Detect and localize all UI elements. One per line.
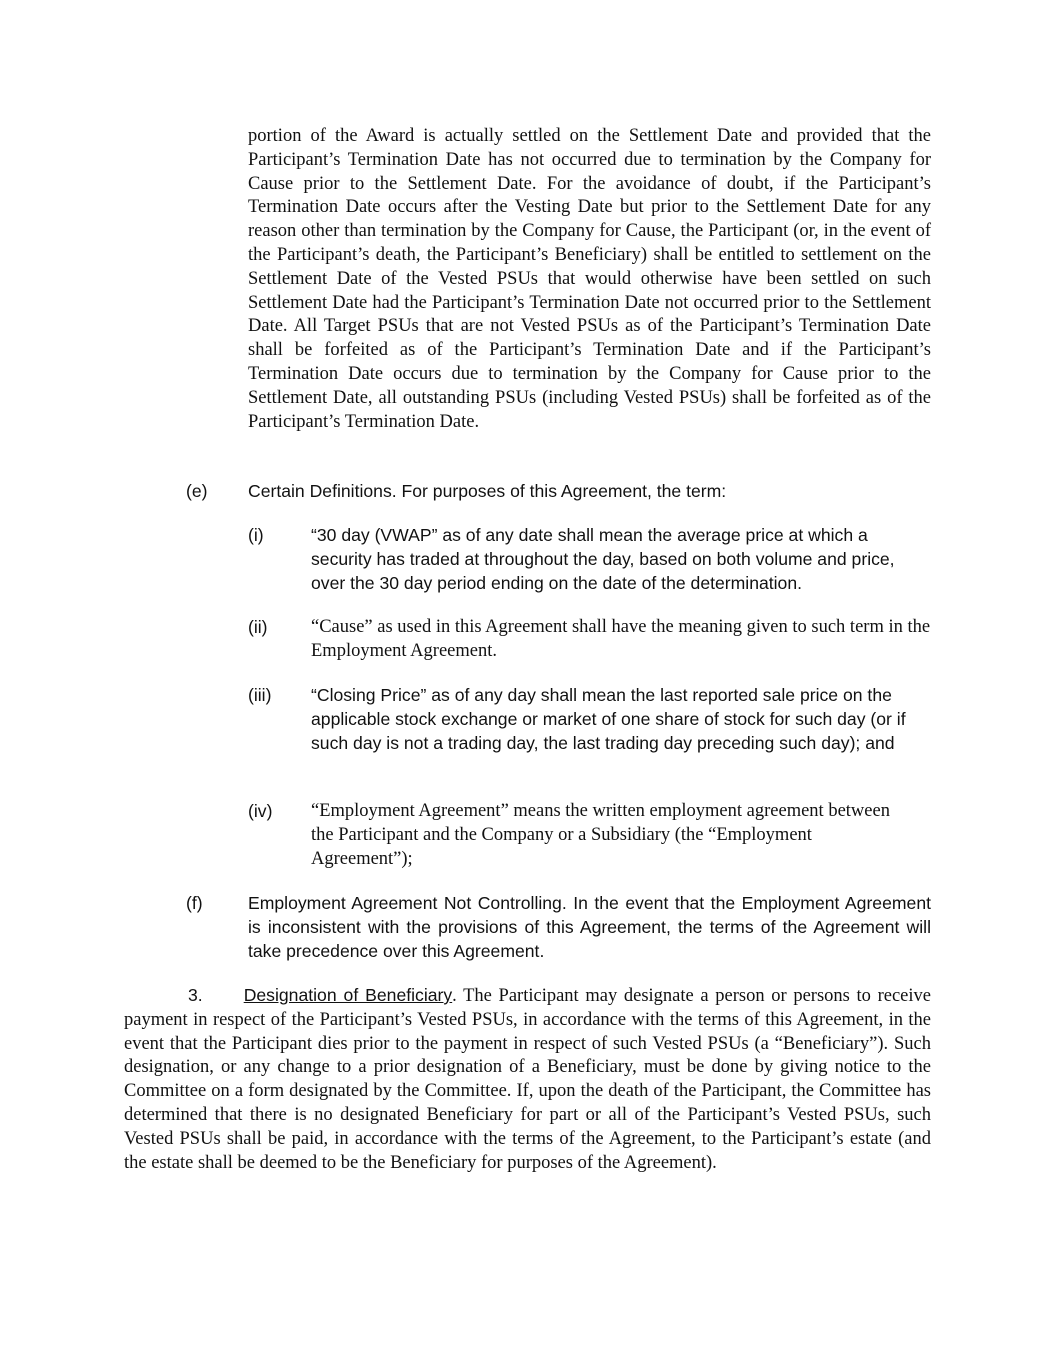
definition-i-marker: (i) — [248, 525, 264, 545]
definition-ii-marker: (ii) — [248, 617, 268, 637]
definition-iv-marker: (iv) — [248, 801, 273, 821]
section-3-number: 3. — [188, 985, 203, 1005]
definition-iv-text: “Employment Agreement” means the written employment agreement between the Participant and the Company or a Subsidiary (the “Employment Agreement”); — [311, 801, 890, 869]
definition-ii-text: “Cause” as used in this Agreement shall have the meaning given to such term in the Employment Agreement. — [311, 617, 931, 661]
section-f-text: Employment Agreement Not Controlling. In the event that the Employment Agreement is inconsistent with the provisions of this Agreement, the terms of the Agreement will take precedence over this Agreement. — [248, 893, 931, 961]
section-3-paragraph — [124, 984, 931, 1175]
definition-iii-marker: (iii) — [248, 685, 272, 705]
section-3-text: . The Participant may designate a person or persons to receive payment in respect of the Participant’s Vested PSUs, in accordance with the terms of this Agreement, in the event that the Participant dies prior to the payment in respect of such Vested PSUs (a “Beneficiary”). Such designation, or any change to a prior designation of a Beneficiary, must be done by giving notice to the Committee on a form designated by the Committee. If, upon the death of the Participant, the Committee has determined that there is no designated Beneficiary for part or all of the Participant’s Vested PSUs, such Vested PSUs shall be paid, in accordance with the terms of the Agreement, to the Participant’s estate (and the estate shall be deemed to be the Beneficiary for purposes of the Agreement). — [124, 986, 931, 1173]
section-3-heading: Designation of Beneficiary — [243, 985, 453, 1005]
section-f-marker: (f) — [186, 893, 203, 913]
section-e-marker: (e) — [186, 481, 208, 501]
section-e-text: Certain Definitions. For purposes of this Agreement, the term: — [248, 481, 727, 501]
continuation-paragraph: portion of the Award is actually settled on the Settlement Date and provided that the Participant’s Termination Date has not occurred due to termination by the Company for Cause prior to the Settlement Date. For the avoidance of doubt, if the Participant’s Termination Date occurs after the Vesting Date but prior to the Settlement Date for any reason other than termination by the Company for Cause, the Participant (or, in the event of the Participant’s death, the Participant’s Beneficiary) shall be entitled to settlement on the Settlement Date of the Vested PSUs that would otherwise have been settled on such Settlement Date had the Participant’s Termination Date not occurred prior to the Settlement Date. All Target PSUs that are not Vested PSUs as of the Participant’s Termination Date shall be forfeited as of the Participant’s Termination Date and if the Participant’s Termination Date occurs due to termination by the Company for Cause prior to the Settlement Date, all outstanding PSUs (including Vested PSUs) shall be forfeited as of the Participant’s Termination Date. — [248, 126, 931, 432]
definition-i-text: “30 day (VWAP” as of any date shall mean the average price at which a security has traded at throughout the day, based on both volume and price, over the 30 day period ending on the date of the determination. — [311, 525, 895, 593]
definition-iii-text: “Closing Price” as of any day shall mean the last reported sale price on the applicable stock exchange or market of one share of stock for such day (or if such day is not a trading day, the last trading day preceding such day); and — [311, 685, 906, 753]
